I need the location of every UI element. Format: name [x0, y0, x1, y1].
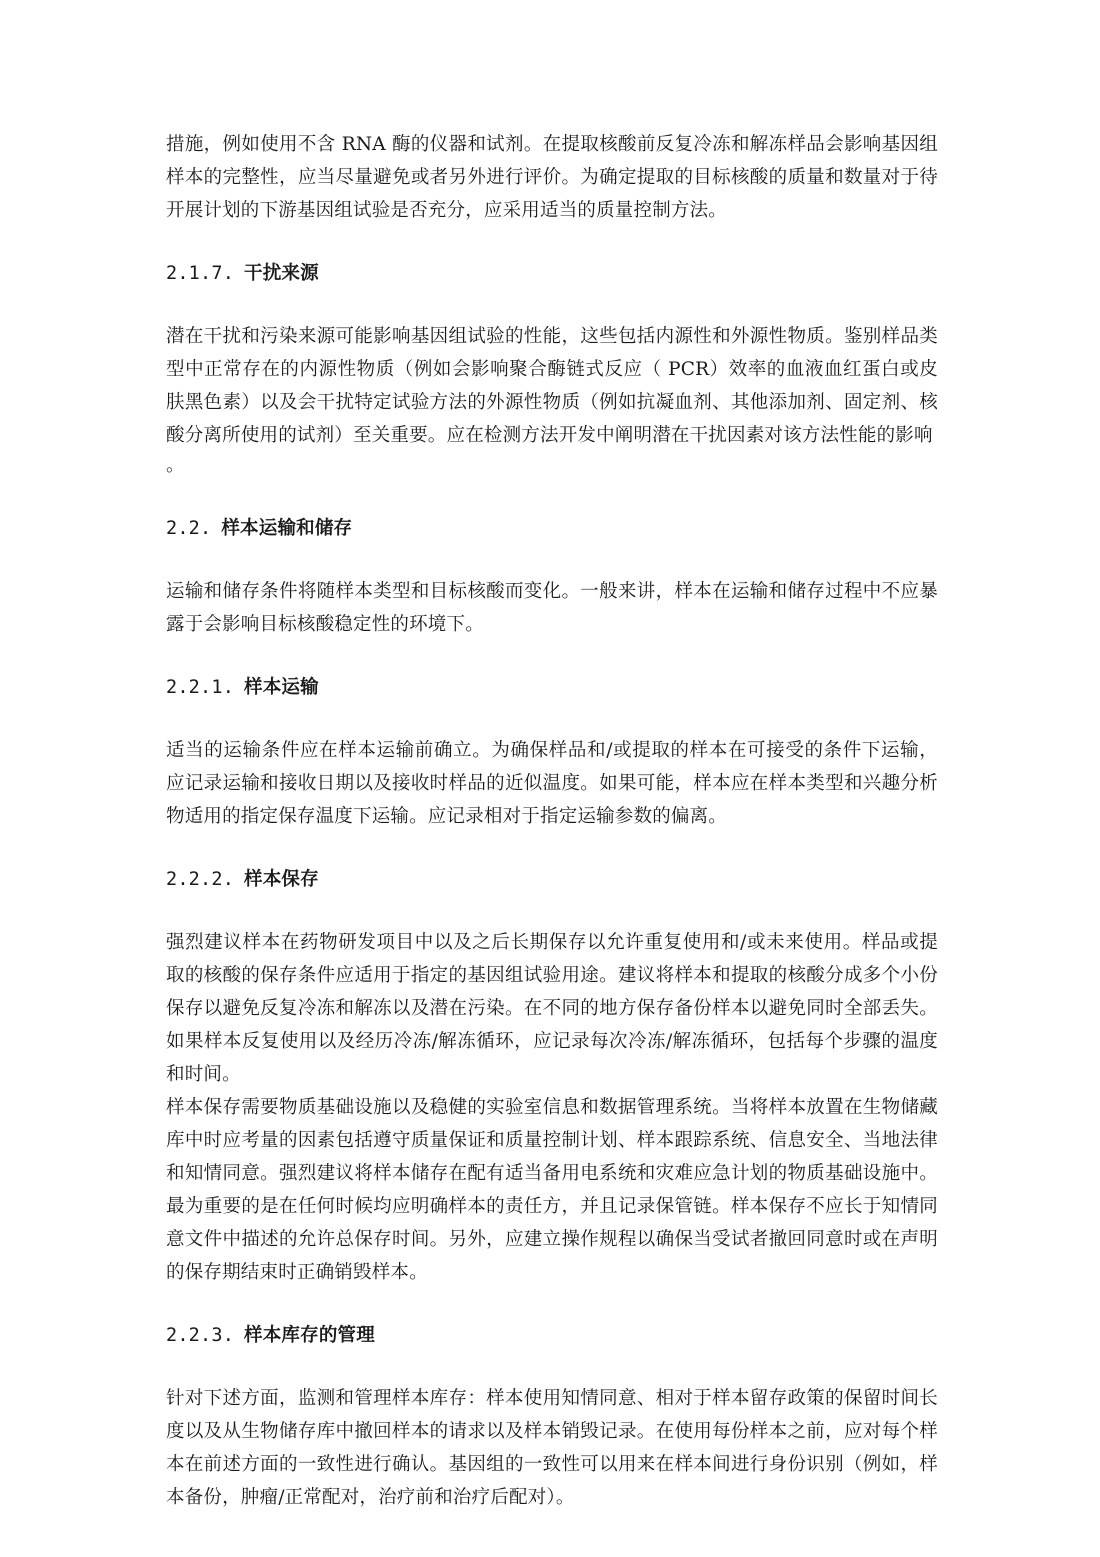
section-heading-2-2: [166, 512, 938, 545]
paragraph-transport-storage: 运输和储存条件将随样本类型和目标核酸而变化。一般来讲，样本在运输和储存过程中不应暴露于会影响目标核酸稳定性的环境下。: [166, 581, 938, 635]
section-heading-2-2-1: [166, 671, 938, 704]
section-heading-2-1-7: [166, 257, 938, 290]
paragraph-inventory-management: 针对下述方面，监测和管理样本库存：样本使用知情同意、相对于样本留存政策的保留时间长度以及从生物储存库中撤回样本的请求以及样本销毁记录。在使用每份样本之前，应对每个样本在前述方面的一致性进行确认。基因组的一致性可以用来在样本间进行身份识别（例如，样本备份，肿瘤/正常配对，治疗前和治疗后配对）。: [166, 1388, 938, 1508]
paragraph-sample-storage-2: 样本保存需要物质基础设施以及稳健的实验室信息和数据管理系统。当将样本放置在生物储藏库中时应考量的因素包括遵守质量保证和质量控制计划、样本跟踪系统、信息安全、当地法律和知情同意。强烈建议将样本储存在配有适当备用电系统和灾难应急计划的物质基础设施中。最为重要的是在任何时候均应明确样本的责任方，并且记录保管链。样本保存不应长于知情同意文件中描述的允许总保存时间。另外，应建立操作规程以确保当受试者撤回同意时或在声明的保存期结束时正确销毁样本。: [166, 1097, 938, 1283]
document-page: [166, 128, 938, 1514]
section-title: 样本库存的管理: [244, 1325, 375, 1346]
section-number: 2.2.3.: [166, 1325, 235, 1346]
paragraph-interference: 潜在干扰和污染来源可能影响基因组试验的性能，这些包括内源性和外源性物质。鉴别样品类型中正常存在的内源性物质（例如会影响聚合酶链式反应（ PCR）效率的血液血红蛋白或皮肤黑色素）以及会干扰特定试验方法的外源性物质（例如抗凝血剂、其他添加剂、固定剂、核酸分离所使用的试剂）至关重要。应在检测方法开发中阐明潜在干扰因素对该方法性能的影响: [166, 326, 938, 446]
paragraph-interference-tail: 。: [166, 455, 185, 476]
paragraph-sample-transport: 适当的运输条件应在样本运输前确立。为确保样品和/或提取的样本在可接受的条件下运输，应记录运输和接收日期以及接收时样品的近似温度。如果可能，样本应在样本类型和兴趣分析物适用的指定保存温度下运输。应记录相对于指定运输参数的偏离。: [166, 740, 938, 827]
section-heading-2-2-3: [166, 1319, 938, 1352]
section-title: 干扰来源: [244, 263, 319, 284]
paragraph-rna-handling: 措施，例如使用不含 RNA 酶的仪器和试剂。在提取核酸前反复冷冻和解冻样品会影响基因组样本的完整性，应当尽量避免或者另外进行评价。为确定提取的目标核酸的质量和数量对于待开展计划的下游基因组试验是否充分，应采用适当的质量控制方法。: [166, 134, 938, 221]
section-title: 样本保存: [244, 869, 319, 890]
section-title: 样本运输: [244, 677, 319, 698]
paragraph-sample-storage-1: 强烈建议样本在药物研发项目中以及之后长期保存以允许重复使用和/或未来使用。样品或提取的核酸的保存条件应适用于指定的基因组试验用途。建议将样本和提取的核酸分成多个小份保存以避免反复冷冻和解冻以及潜在污染。在不同的地方保存备份样本以避免同时全部丢失。如果样本反复使用以及经历冷冻/解冻循环，应记录每次冷冻/解冻循环，包括每个步骤的温度和时间。: [166, 932, 938, 1085]
section-number: 2.2.: [166, 518, 212, 539]
section-number: 2.1.7.: [166, 263, 235, 284]
section-number: 2.2.1.: [166, 677, 235, 698]
section-heading-2-2-2: [166, 863, 938, 896]
section-title: 样本运输和储存: [221, 518, 353, 539]
section-number: 2.2.2.: [166, 869, 235, 890]
